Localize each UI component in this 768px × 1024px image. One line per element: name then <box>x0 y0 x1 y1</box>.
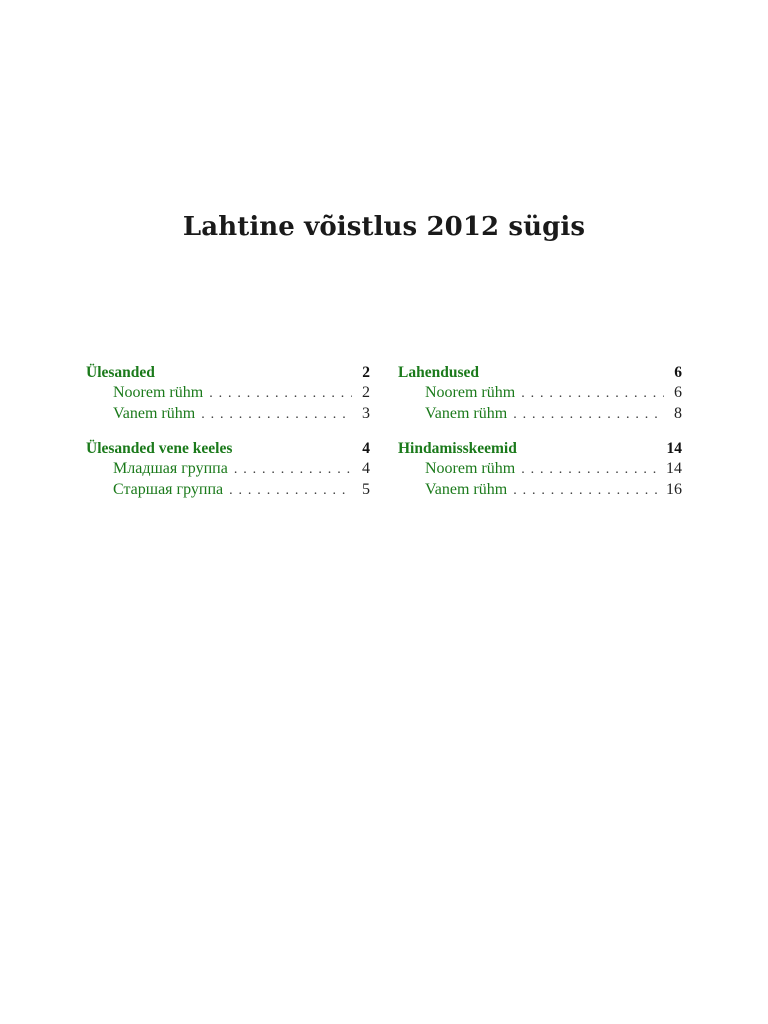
toc-entry-title[interactable]: Noorem rühm <box>425 460 516 477</box>
toc-entry-title[interactable]: Vanem rühm <box>425 404 508 422</box>
toc-entry-page: 6 <box>674 384 682 401</box>
toc-section-heading[interactable] <box>86 364 370 384</box>
toc-column-left <box>86 364 370 516</box>
toc-section-title[interactable]: Ülesanded vene keeles <box>86 440 233 457</box>
toc-entry-title[interactable]: Vanem rühm <box>425 480 508 498</box>
dot-leader <box>201 407 352 423</box>
dot-leader <box>513 483 662 499</box>
toc-column-right <box>398 364 682 516</box>
dot-leader <box>521 386 664 402</box>
toc-section-page: 6 <box>674 364 682 381</box>
toc-entry-page: 3 <box>362 404 370 422</box>
toc-entry-page: 5 <box>362 480 370 498</box>
toc-entry[interactable] <box>398 384 682 405</box>
toc-section-page: 4 <box>362 440 370 457</box>
toc-entry[interactable] <box>86 405 370 426</box>
toc-section-title[interactable]: Lahendused <box>398 364 479 381</box>
toc-section-heading[interactable] <box>86 440 370 460</box>
toc-entry[interactable] <box>86 481 370 502</box>
dot-leader <box>209 386 352 402</box>
document-title: Lahtine võistlus 2012 sügis <box>182 212 586 242</box>
toc-section <box>86 364 370 425</box>
dot-leader <box>229 483 352 499</box>
toc-section <box>398 364 682 425</box>
toc-section <box>398 440 682 501</box>
toc-entry-page: 8 <box>674 404 682 422</box>
toc-entry-title[interactable]: Noorem rühm <box>425 384 516 401</box>
toc-entry-page: 14 <box>666 460 682 477</box>
toc-section-page: 14 <box>666 440 682 457</box>
dot-leader <box>521 462 662 478</box>
toc-entry[interactable] <box>86 460 370 481</box>
dot-leader <box>513 407 664 423</box>
toc-entry-page: 2 <box>362 384 370 401</box>
toc-section-page: 2 <box>362 364 370 381</box>
toc-entry-page: 4 <box>362 460 370 477</box>
toc-entry-page: 16 <box>666 480 682 498</box>
toc-entry-title[interactable]: Старшая группа <box>113 480 224 498</box>
table-of-contents <box>86 364 682 516</box>
dot-leader <box>234 462 352 478</box>
toc-section-title[interactable]: Ülesanded <box>86 364 155 381</box>
toc-entry-title[interactable]: Vanem rühm <box>113 404 196 422</box>
toc-section-title[interactable]: Hindamisskeemid <box>398 440 517 457</box>
toc-entry-title[interactable]: Noorem rühm <box>113 384 204 401</box>
toc-entry[interactable] <box>398 481 682 502</box>
toc-section-heading[interactable] <box>398 440 682 460</box>
toc-section-heading[interactable] <box>398 364 682 384</box>
toc-entry[interactable] <box>86 384 370 405</box>
toc-entry[interactable] <box>398 460 682 481</box>
toc-entry[interactable] <box>398 405 682 426</box>
toc-section <box>86 440 370 501</box>
toc-entry-title[interactable]: Младшая группа <box>113 460 228 477</box>
